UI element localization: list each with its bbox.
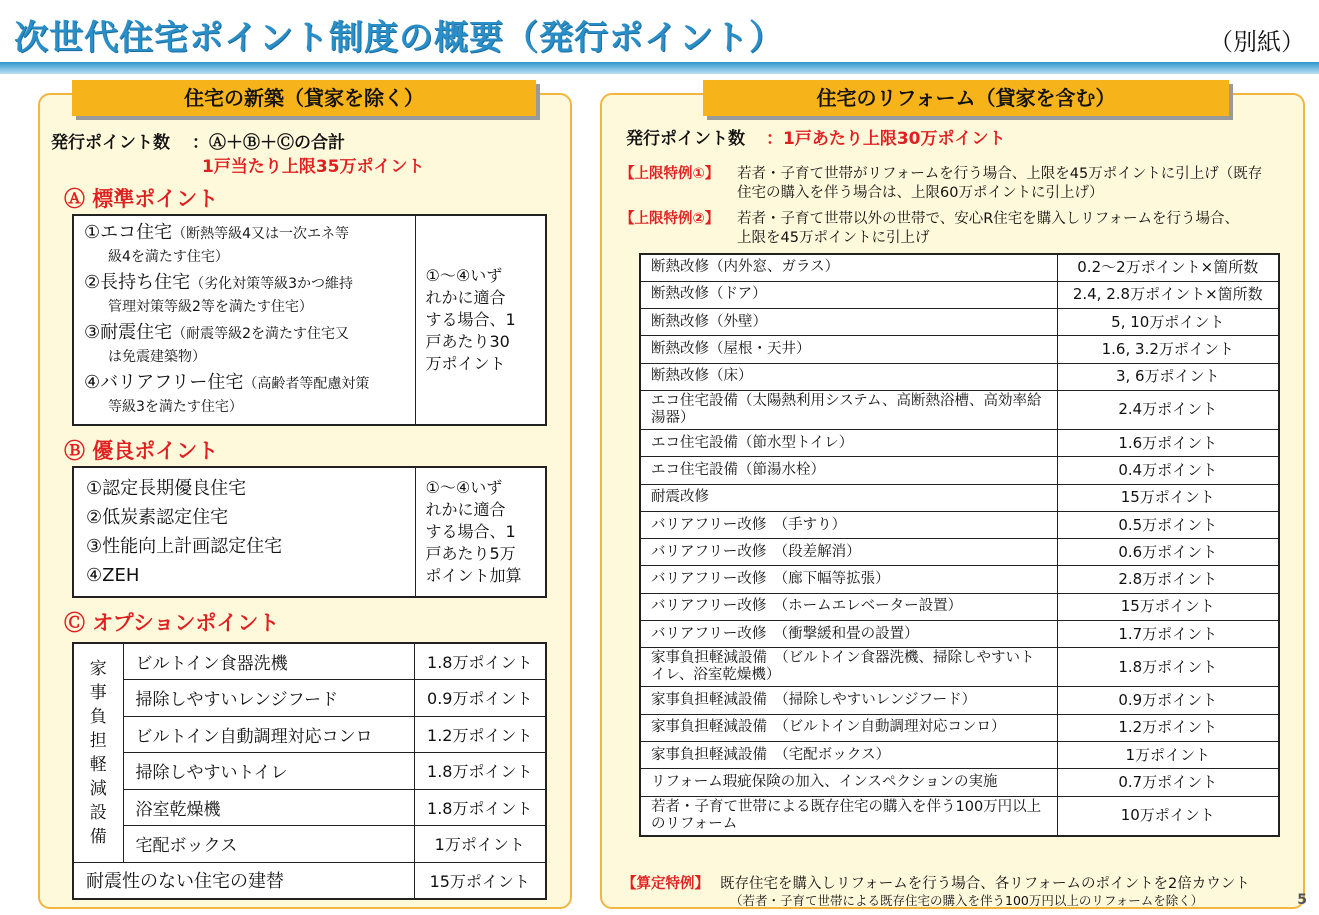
annex-label: （別紙） (1209, 28, 1305, 56)
reform-points: 0.5万ポイント (1057, 511, 1279, 538)
table-row (640, 363, 1279, 390)
table-row (73, 862, 546, 899)
option-points: 1.8万ポイント (414, 789, 546, 826)
reform-item: 家事負担軽減設備 （ビルトイン自動調理対応コンロ） (640, 714, 1057, 741)
list-item: ②低炭素認定住宅 (86, 507, 229, 528)
option-points: 1.8万ポイント (414, 753, 546, 790)
table-row (640, 741, 1279, 768)
reform-item: バリアフリー改修 （ホームエレベーター設置） (640, 593, 1057, 620)
table-row (73, 753, 546, 790)
table-row (640, 621, 1279, 648)
table-row (73, 643, 546, 680)
table-row (640, 429, 1279, 456)
reform-points-table (639, 253, 1280, 837)
reform-points: 15万ポイント (1057, 593, 1279, 620)
reform-points: 15万ポイント (1057, 484, 1279, 511)
reform-points: 1万ポイント (1057, 741, 1279, 768)
option-points: 1.8万ポイント (414, 643, 546, 680)
table-row (640, 539, 1279, 566)
reform-item: 断熱改修（外壁） (640, 309, 1057, 336)
reform-points: 10万ポイント (1057, 796, 1279, 836)
reform-points: 2.4, 2.8万ポイント×箇所数 (1057, 281, 1279, 308)
section-a-heading: Ⓐ 標準ポイント (64, 187, 219, 211)
calc-special-label: 【算定特例】 (622, 876, 709, 892)
table-row (640, 457, 1279, 484)
list-item: ④ZEH (86, 565, 140, 586)
option-points-table (72, 642, 547, 900)
table-row (640, 687, 1279, 714)
calc-special-subtext: （若者・子育て世帯による既存住宅の購入を伴う100万円以上のリフォームを除く） (730, 893, 1204, 908)
option-points: 1.2万ポイント (414, 716, 546, 753)
reform-points: 0.4万ポイント (1057, 457, 1279, 484)
rebuild-points: 15万ポイント (414, 862, 546, 899)
section-c-heading: Ⓒ オプションポイント (64, 611, 280, 635)
special2-line2: 上限を45万ポイントに引上げ (737, 230, 930, 246)
table-row (640, 309, 1279, 336)
list-item: ①エコ住宅（断熱等級4又は一次エネ等 級4を満たす住宅） (84, 222, 350, 265)
section-b-heading: Ⓑ 優良ポイント (64, 439, 219, 463)
reform-item: エコ住宅設備（節湯水栓） (640, 457, 1057, 484)
left-issue-formula: ：Ⓐ＋Ⓑ＋Ⓒの合計 (192, 133, 345, 153)
reform-item: エコ住宅設備（太陽熱利用システム、高断熱浴槽、高効率給湯器） (640, 390, 1057, 429)
table-row (73, 680, 546, 717)
option-points: 0.9万ポイント (414, 680, 546, 717)
reform-item: リフォーム瑕疵保険の加入、インスペクションの実施 (640, 769, 1057, 796)
table-row (640, 769, 1279, 796)
rebuild-item: 耐震性のない住宅の建替 (73, 862, 414, 899)
reform-points: 5, 10万ポイント (1057, 309, 1279, 336)
list-item: ③性能向上計画認定住宅 (86, 536, 283, 557)
reform-item: エコ住宅設備（節水型トイレ） (640, 429, 1057, 456)
housework-group-label: 家 事 負 担 軽 減 設 備 (73, 643, 123, 862)
table-row (640, 566, 1279, 593)
list-item: ②長持ち住宅（劣化対策等級3かつ維持 管理対策等級2等を満たす住宅） (84, 272, 354, 315)
standard-points-items (73, 215, 415, 425)
reform-points: 1.2万ポイント (1057, 714, 1279, 741)
reform-item: 家事負担軽減設備 （掃除しやすいレンジフード） (640, 687, 1057, 714)
reform-points-body (640, 254, 1279, 836)
option-item: 掃除しやすいトイレ (123, 753, 414, 790)
table-row (640, 484, 1279, 511)
table-row (640, 336, 1279, 363)
table-row (640, 511, 1279, 538)
reform-item: 耐震改修 (640, 484, 1057, 511)
table-row (640, 648, 1279, 687)
page-title: 次世代住宅ポイント制度の概要（発行ポイント） (14, 18, 784, 58)
reform-item: バリアフリー改修 （段差解消） (640, 539, 1057, 566)
reform-points: 1.8万ポイント (1057, 648, 1279, 687)
reform-points: 1.7万ポイント (1057, 621, 1279, 648)
left-issue-label: 発行ポイント数 (51, 133, 170, 153)
option-item: 宅配ボックス (123, 826, 414, 863)
option-item: ビルトイン自動調理対応コンロ (123, 716, 414, 753)
table-row (73, 826, 546, 863)
reform-points: 1.6, 3.2万ポイント (1057, 336, 1279, 363)
reform-points: 0.6万ポイント (1057, 539, 1279, 566)
reform-item: 家事負担軽減設備 （宅配ボックス） (640, 741, 1057, 768)
reform-item: 家事負担軽減設備 （ビルトイン食器洗機、掃除しやすいトイレ、浴室乾燥機） (640, 648, 1057, 687)
right-issue-label: 発行ポイント数 (626, 129, 745, 149)
reform-item: バリアフリー改修 （廊下幅等拡張） (640, 566, 1057, 593)
list-item: ③耐震住宅（耐震等級2を満たす住宅又 は免震建築物） (84, 322, 350, 365)
reform-item: 断熱改修（内外窓、ガラス） (640, 254, 1057, 281)
table-row (640, 254, 1279, 281)
reform-points: 3, 6万ポイント (1057, 363, 1279, 390)
right-issue-value: ：1戸あたり上限30万ポイント (766, 129, 1006, 149)
table-row (73, 789, 546, 826)
reform-item: 断熱改修（屋根・天井） (640, 336, 1057, 363)
reform-points: 0.7万ポイント (1057, 769, 1279, 796)
premium-points-note: ①～④いず れかに適合 する場合、1 戸あたり5万 ポイント加算 (415, 467, 546, 597)
table-row (640, 281, 1279, 308)
reform-points: 1.6万ポイント (1057, 429, 1279, 456)
table-row (640, 714, 1279, 741)
option-item: ビルトイン食器洗機 (123, 643, 414, 680)
standard-points-table (72, 214, 547, 426)
list-item: ④バリアフリー住宅（高齢者等配慮対策 等級3を満たす住宅） (84, 372, 370, 415)
list-item: ①認定長期優良住宅 (86, 478, 247, 499)
special1-label: 【上限特例①】 (620, 166, 720, 182)
left-issue-limit: 1戸当たり上限35万ポイント (202, 157, 425, 177)
option-points: 1万ポイント (414, 826, 546, 863)
option-item: 掃除しやすいレンジフード (123, 680, 414, 717)
table-row (640, 593, 1279, 620)
new-build-banner: 住宅の新築（貸家を除く） (72, 80, 536, 116)
table-row (640, 796, 1279, 836)
premium-points-items (73, 467, 415, 597)
special1-line2: 住宅の購入を伴う場合は、上限60万ポイントに引上げ） (737, 185, 1104, 201)
special2-line1: 若者・子育て世帯以外の世帯で、安心R住宅を購入しリフォームを行う場合、 (737, 211, 1240, 227)
reform-item: バリアフリー改修 （手すり） (640, 511, 1057, 538)
reform-banner: 住宅のリフォーム（貸家を含む） (703, 80, 1229, 116)
standard-points-note: ①～④いず れかに適合 する場合、1 戸あたり30 万ポイント (415, 215, 546, 425)
page-number: 5 (1297, 892, 1307, 908)
table-row (73, 716, 546, 753)
reform-item: 若者・子育て世帯による既存住宅の購入を伴う100万円以上のリフォーム (640, 796, 1057, 836)
premium-points-table (72, 466, 547, 598)
reform-points: 0.9万ポイント (1057, 687, 1279, 714)
reform-item: バリアフリー改修 （衝撃緩和畳の設置） (640, 621, 1057, 648)
reform-item: 断熱改修（ドア） (640, 281, 1057, 308)
option-item: 浴室乾燥機 (123, 789, 414, 826)
title-underline-bar (0, 62, 1319, 74)
reform-points: 0.2～2万ポイント×箇所数 (1057, 254, 1279, 281)
calc-special-text: 既存住宅を購入しリフォームを行う場合、各リフォームのポイントを2倍カウント (720, 876, 1250, 892)
reform-points: 2.4万ポイント (1057, 390, 1279, 429)
reform-item: 断熱改修（床） (640, 363, 1057, 390)
special2-label: 【上限特例②】 (620, 211, 720, 227)
reform-points: 2.8万ポイント (1057, 566, 1279, 593)
special1-line1: 若者・子育て世帯がリフォームを行う場合、上限を45万ポイントに引上げ（既存 (737, 166, 1263, 182)
table-row (640, 390, 1279, 429)
